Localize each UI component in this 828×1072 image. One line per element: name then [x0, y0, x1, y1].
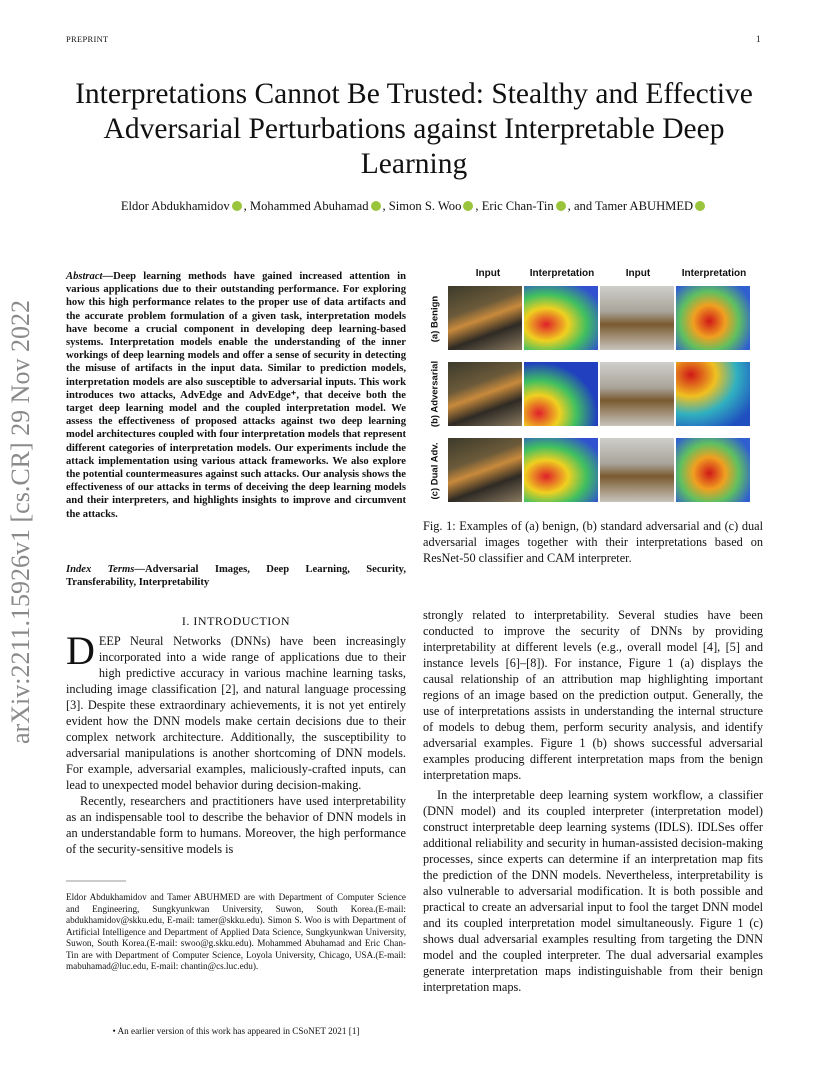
tiger-adversarial-image: [448, 362, 522, 426]
right-paragraph-1: strongly related to interpretability. Several studies have been conducted to improve the security of DNNs by providing interpretability at different levels (e.g., overall model [4], [5] and instance levels [6]–[8]). For instance, Figure 1 (a) displays the causal relationship of an attribution map highlighting important regions of an image based on the prediction output. Generally, the use of interpretations assists in understanding the internal structure of models to debug them, perform security analysis, and identify adversarial examples. Figure 1 (b) shows successful adversarial examples producing different interpretation maps from the benign interpretation maps.: [423, 608, 763, 782]
fig-row-label: [426, 361, 444, 427]
fig-row-label: [426, 438, 444, 504]
fig-col-title: Interpretation: [529, 268, 595, 279]
arxiv-stamp-text: arXiv:2211.15926v1 [cs.CR] 29 Nov 2022: [6, 300, 35, 744]
drop-cap: D: [66, 628, 95, 673]
birdhouse-dual-adversarial-image: [600, 438, 674, 502]
arxiv-stamp: [4, 282, 38, 762]
figure-1: [426, 262, 764, 510]
birdhouse-interpretation-map: [676, 286, 750, 350]
section-heading: I. INTRODUCTION: [181, 614, 291, 628]
orcid-icon[interactable]: [232, 201, 242, 211]
earlier-version-note: • An earlier version of this work has appeared in CSoNET 2021 [1]: [112, 1026, 360, 1036]
tiger-adversarial-interpretation: [524, 362, 598, 426]
footnote-rule: [66, 880, 406, 882]
tiger-interpretation-map: [524, 286, 598, 350]
tiger-input-image: [448, 286, 522, 350]
author-name: Mohammed Abuhamad: [249, 199, 369, 213]
affiliation-footnote: Eldor Abdukhamidov and Tamer ABUHMED are with Department of Computer Science and Engineering, Sungkyunkwan University, Suwon, South Korea.(E-mail: abdukhamidov@skku.edu, E-mail: tamer@skku.edu). Simon S. Woo is with Department of Artificial Intelligence and Department of Applied Data Science, Sungkyunkwan University, Suwon, South Korea.(E-mail: swoo@g.skku.edu). Mohammed Abuhamad and Eric Chan-Tin are with Department of Computer Science, Loyola University, Chicago, USA.(E-mail: mabuhamad@luc.edu, E-mail: chantin@cs.luc.edu).: [66, 892, 406, 971]
intro-paragraph-2: Recently, researchers and practitioners have used interpretability as an indispensable tool to describe the behavior of DNN models in an understandable form to humans. Moreover, the high performance of the security-sensitive models is: [66, 794, 406, 856]
fig-row-label-text: (b) Adversarial: [429, 360, 441, 428]
fig-row-label-text: (c) Dual Adv.: [429, 442, 441, 500]
abstract-text: —Deep learning methods have gained increased attention in various applications due to their outstanding performance. For exploring how this high performance relates to the proper use of data artifacts and the accurate problem formulation of a given task, interpretation models have become a crucial component in developing deep learning-based systems. Interpretation models enable the understanding of the inner workings of deep learning models and offer a sense of security in detecting the misuse of artifacts in the input data. Similar to prediction models, interpretation models are also susceptible to adversarial inputs. This work introduces two attacks, AdvEdge and AdvEdge⁺, that deceive both the target deep learning model and the coupled interpretation model. We assess the effectiveness of proposed attacks against two deep learning model architectures coupled with four interpretation models that represent different categories of interpretation models. Our experiments include the attack implementation using various attack frameworks. We also explore the potential countermeasures against such attacks. Our analysis shows the effectiveness of our attacks in terms of deceiving the deep learning models and their interpreters, and highlights insights to improve and circumvent the attacks.: [66, 271, 406, 520]
fig-col-title: Input: [625, 268, 651, 279]
author-name: Simon S. Woo: [388, 199, 462, 213]
running-header: PREPRINT: [66, 34, 109, 44]
orcid-icon[interactable]: [463, 201, 473, 211]
paper-title: Interpretations Cannot Be Trusted: Stealthy and Effective Adversarial Perturbations against Interpretable Deep Learning: [75, 78, 753, 180]
author-name: Tamer ABUHMED: [595, 199, 694, 213]
intro-text: [66, 628, 406, 857]
page-number: 1: [756, 34, 761, 44]
right-column-text: [423, 607, 763, 995]
index-terms-label: Index Terms: [66, 564, 135, 575]
birdhouse-dual-interpretation: [676, 438, 750, 502]
fig-row-label: [426, 286, 444, 352]
orcid-icon[interactable]: [556, 201, 566, 211]
author-name: Eldor Abdukhamidov: [120, 199, 230, 213]
author-name: Eric Chan-Tin: [481, 199, 554, 213]
index-terms: [66, 563, 406, 589]
fig-col-title: Input: [475, 268, 501, 279]
birdhouse-adversarial-image: [600, 362, 674, 426]
figure-caption: Fig. 1: Examples of (a) benign, (b) standard adversarial and (c) dual adversarial images together with their interpretations based on ResNet-50 classifier and CAM interpreter.: [423, 519, 763, 565]
right-paragraph-2: In the interpretable deep learning system workflow, a classifier (DNN model) and its coupled interpreter (interpretation model) construct interpretable deep learning systems (IDLS). IDLSes offer additional reliability and security in human-assisted decision-making processes, since experts can determine if an interpretation map fits the prediction of the DNN models. Nevertheless, interpretability is also vulnerable to adversarial modification. It is both possible and practical to create an adversarial input to fool the target DNN model and its coupled interpretation model simultaneously. Figure 1 (c) shows dual adversarial examples resulting from targeting the DNN model and the coupled interpreter. The dual adversarial examples generate interpretation maps indistinguishable from their benign interpretation maps.: [423, 788, 763, 994]
birdhouse-adversarial-interpretation: [676, 362, 750, 426]
fig-col-title: Interpretation: [681, 268, 747, 279]
tiger-dual-interpretation: [524, 438, 598, 502]
birdhouse-input-image: [600, 286, 674, 350]
abstract: [66, 270, 406, 521]
abstract-label: Abstract: [66, 271, 103, 282]
authors-text: Eldor Abdukhamidov , Mohammed Abuhamad , Simon S. Woo , Eric Chan-Tin , and Tamer ABUHMED: [121, 199, 707, 213]
author-list: [60, 199, 768, 214]
fig-row-label-text: (a) Benign: [429, 295, 441, 343]
orcid-icon[interactable]: [695, 201, 705, 211]
intro-paragraph-1: EEP Neural Networks (DNNs) have been increasingly incorporated into a wide range of applications due to their high predictive accuracy in various machine learning tasks, including image classification [2], and natural language processing [3]. Despite these extraordinary achievements, it is not yet entirely evident how the DNN models make certain decisions due to their complex network architecture. Additionally, the susceptibility to adversarial manipulations is another shortcoming of DNN models. For example, adversarial examples, maliciously-crafted inputs, can lead to unexpected model behavior during decision-making.: [66, 634, 406, 792]
orcid-icon[interactable]: [371, 201, 381, 211]
index-terms-text: —Adversarial Images, Deep Learning, Security, Transferability, Interpretability: [66, 564, 406, 589]
tiger-dual-adversarial-image: [448, 438, 522, 502]
